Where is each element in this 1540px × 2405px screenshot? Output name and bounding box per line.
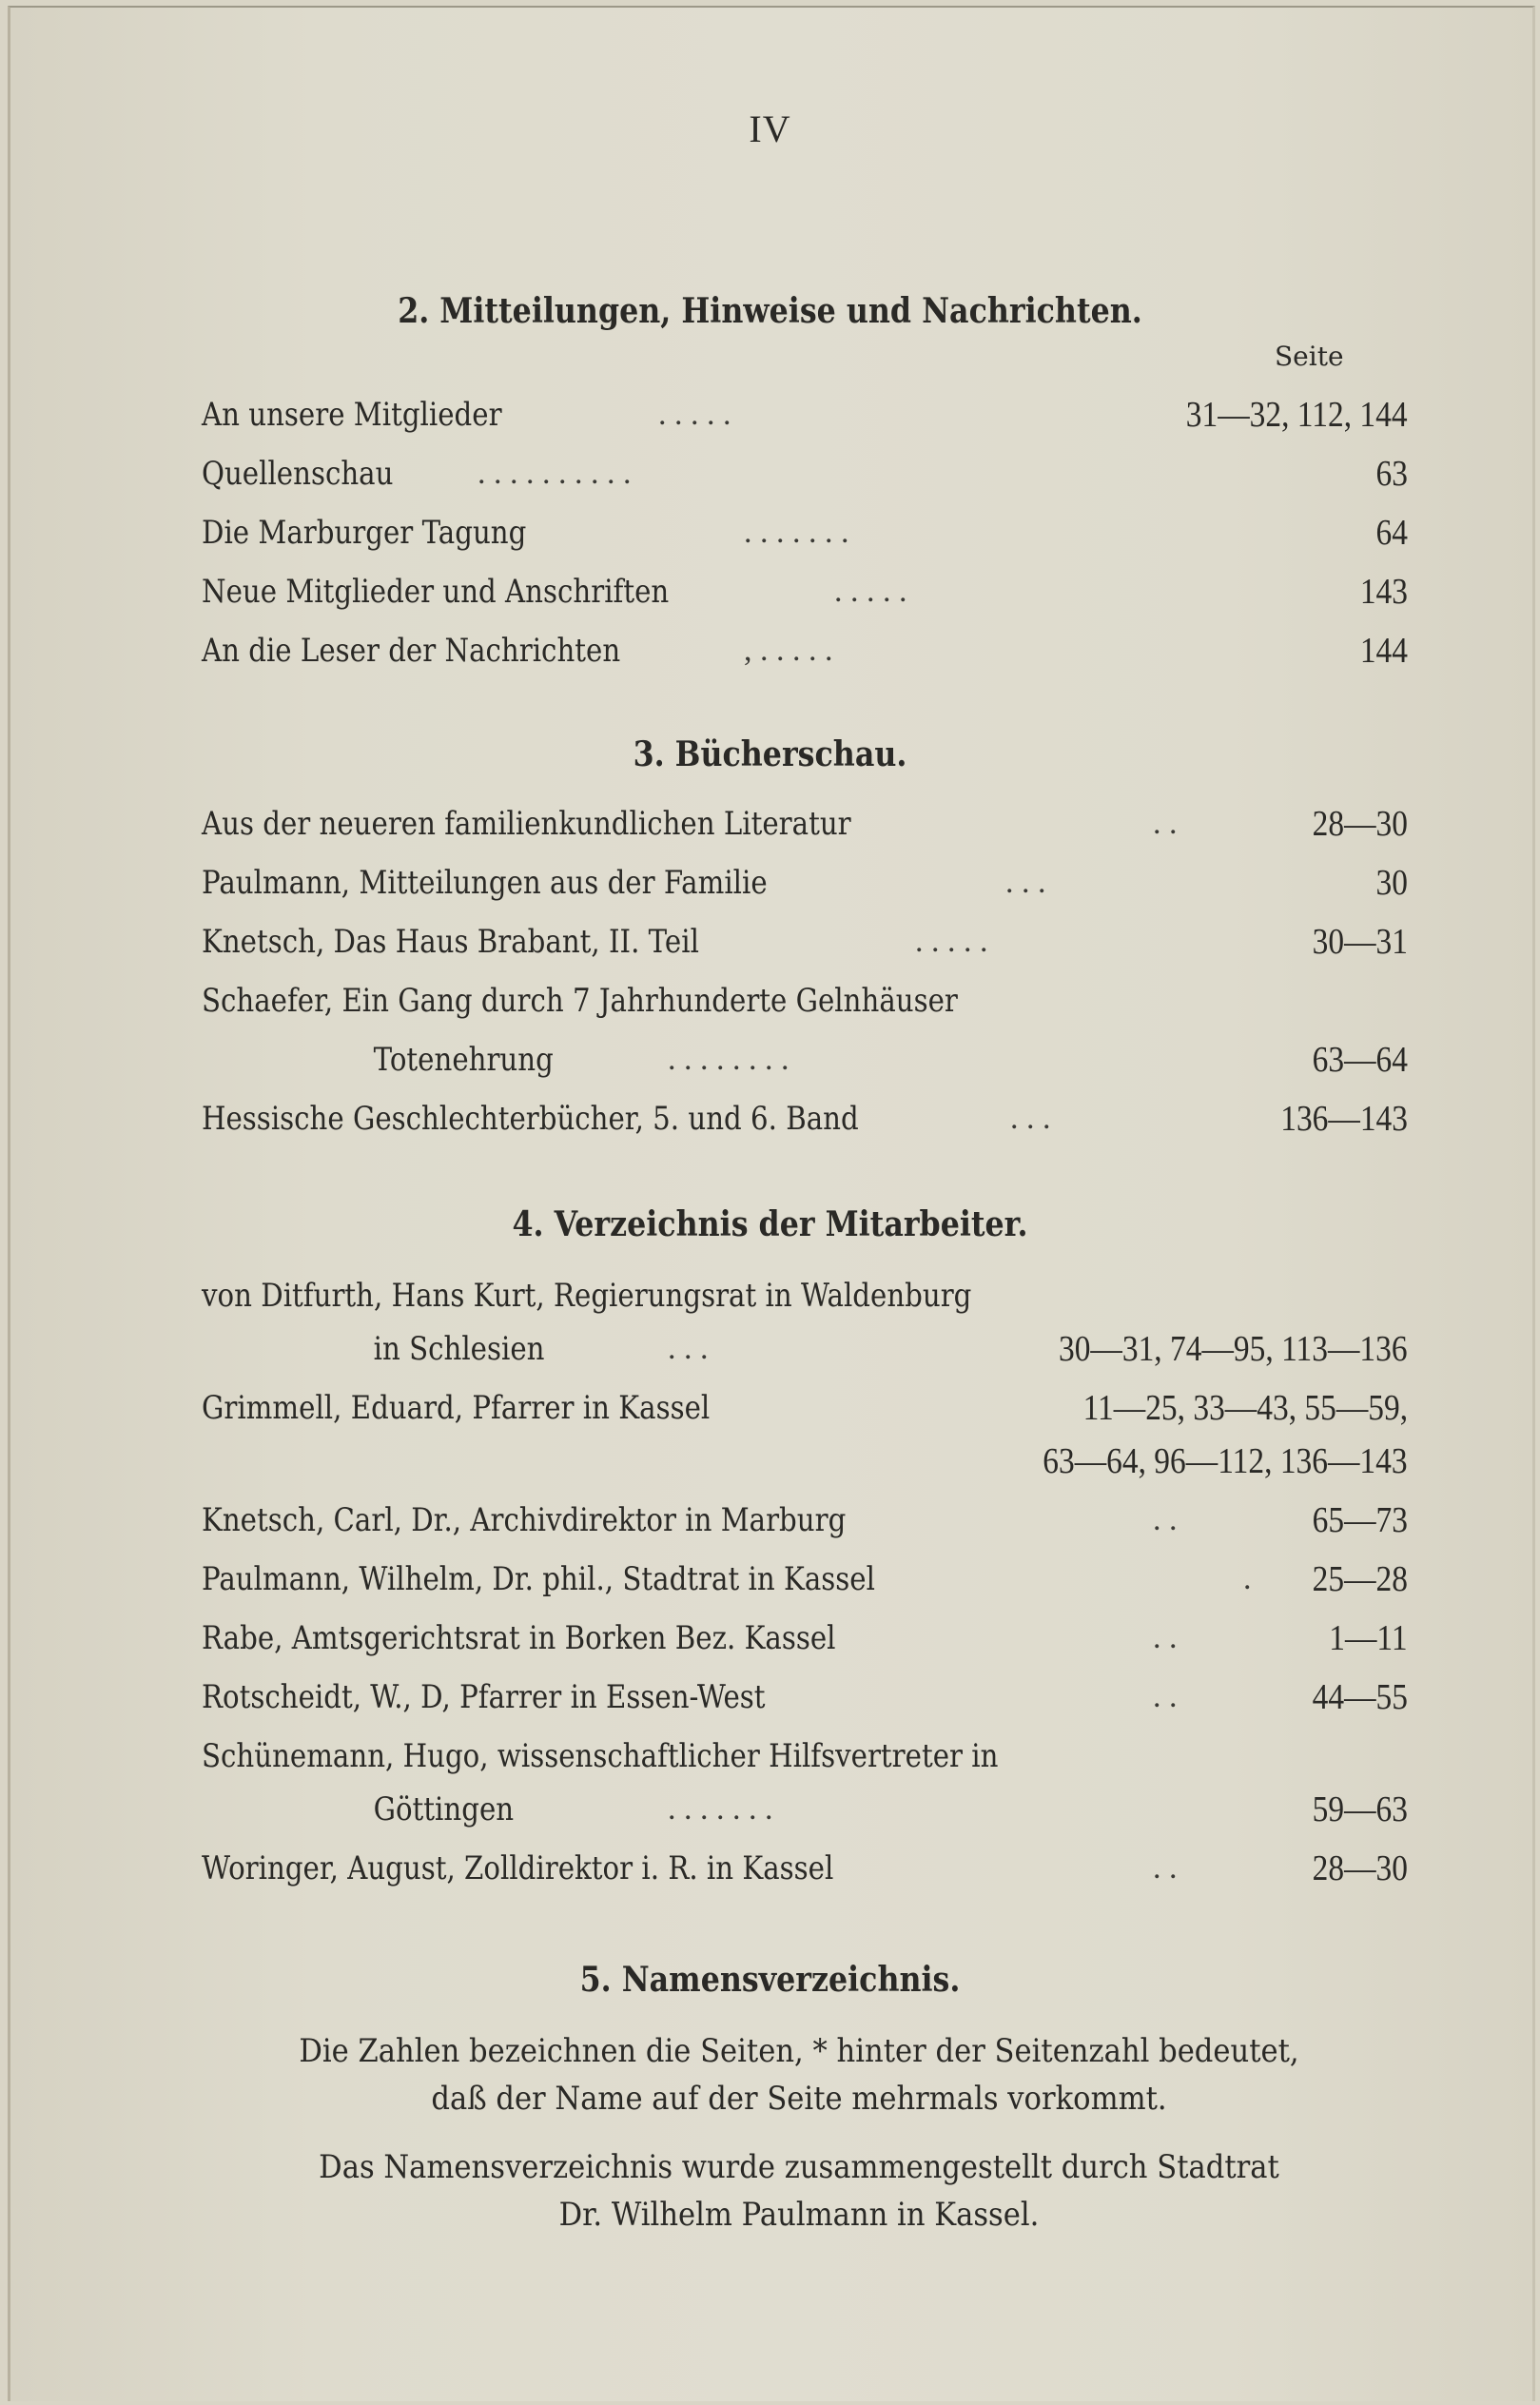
- index-note-line-2: daß der Name auf der Seite mehrmals vorkommt.: [431, 2080, 1167, 2118]
- contributor-name: Göttingen: [373, 1790, 515, 1828]
- contributor-pages: 59—63: [1312, 1789, 1408, 1829]
- contributor-entry[interactable]: [202, 1671, 1408, 1724]
- toc-entry[interactable]: [202, 915, 1408, 968]
- toc-entry[interactable]: [202, 388, 1408, 441]
- toc-entry[interactable]: [202, 974, 1408, 1027]
- contributor-entry-continuation[interactable]: [202, 1435, 1408, 1488]
- toc-entry[interactable]: [202, 1092, 1408, 1145]
- contributor-entry[interactable]: [202, 1612, 1408, 1665]
- contributor-pages: 44—55: [1312, 1677, 1408, 1717]
- page-column-label: Seite: [1275, 341, 1344, 372]
- section-3-heading: 3. Bücherschau.: [633, 734, 907, 774]
- contributor-name: Knetsch, Carl, Dr., Archivdirektor in Marburg: [202, 1501, 847, 1539]
- contributor-entry[interactable]: [202, 1730, 1408, 1783]
- toc-entry[interactable]: [202, 856, 1408, 909]
- toc-entry[interactable]: [202, 447, 1408, 500]
- dot-leaders: . . . . .: [915, 924, 988, 959]
- contributor-pages: 65—73: [1312, 1500, 1408, 1540]
- entry-pages: 28—30: [1312, 804, 1408, 844]
- contributor-pages: 63—64, 96—112, 136—143: [1043, 1441, 1408, 1481]
- dot-leaders: . . . . . . .: [744, 515, 849, 550]
- entry-title: Totenehrung: [373, 1041, 554, 1079]
- entry-pages: 30—31: [1312, 922, 1408, 962]
- page-number: IV: [749, 108, 791, 150]
- dot-leaders: . . . . .: [834, 574, 907, 609]
- dot-leaders: . .: [1153, 1502, 1178, 1537]
- entry-title: An die Leser der Nachrichten: [202, 632, 621, 670]
- dot-leaders: . . . . . . .: [668, 1791, 773, 1827]
- contributor-entry[interactable]: [202, 1494, 1408, 1547]
- contributor-entry-continuation[interactable]: [202, 1322, 1408, 1376]
- contributor-entry[interactable]: [202, 1381, 1408, 1435]
- toc-entry[interactable]: [202, 565, 1408, 618]
- entry-title: An unsere Mitglieder: [202, 396, 502, 434]
- contributor-pages: 25—28: [1312, 1559, 1408, 1599]
- contributor-pages: 1—11: [1329, 1618, 1408, 1658]
- contributor-name: Paulmann, Wilhelm, Dr. phil., Stadtrat in Kassel: [202, 1560, 875, 1598]
- contributor-pages: 30—31, 74—95, 113—136: [1059, 1329, 1408, 1369]
- dot-leaders: . .: [1153, 1850, 1178, 1886]
- index-note-line-1: Die Zahlen bezeichnen die Seiten, * hinter der Seitenzahl bedeutet,: [299, 2032, 1299, 2070]
- section-2-heading: 2. Mitteilungen, Hinweise und Nachrichten.: [398, 291, 1142, 331]
- contributor-pages: 11—25, 33—43, 55—59,: [1082, 1388, 1408, 1428]
- contributor-name: Schünemann, Hugo, wissenschaftlicher Hilfsvertreter in: [202, 1737, 999, 1775]
- entry-title: Schaefer, Ein Gang durch 7 Jahrhunderte Gelnhäuser: [202, 982, 958, 1020]
- toc-entry[interactable]: [202, 506, 1408, 559]
- dot-leaders: . . .: [1010, 1101, 1051, 1136]
- contributor-entry-continuation[interactable]: [202, 1783, 1408, 1836]
- entry-pages: 144: [1359, 631, 1408, 671]
- toc-entry[interactable]: [202, 624, 1408, 677]
- toc-entry[interactable]: [202, 797, 1408, 851]
- contributor-entry[interactable]: [202, 1842, 1408, 1895]
- dot-leaders: . . .: [1005, 865, 1046, 900]
- dot-leaders: . . .: [668, 1331, 709, 1366]
- contributor-name: in Schlesien: [373, 1330, 545, 1368]
- entry-title: Quellenschau: [202, 455, 394, 493]
- entry-title: Neue Mitglieder und Anschriften: [202, 573, 670, 611]
- entry-pages: 63: [1375, 454, 1408, 494]
- section-5-heading: 5. Namensverzeichnis.: [579, 1960, 961, 2000]
- contributor-name: Rotscheidt, W., D, Pfarrer in Essen-West: [202, 1678, 766, 1716]
- dot-leaders: . .: [1153, 1679, 1178, 1714]
- entry-pages: 63—64: [1312, 1040, 1408, 1080]
- entry-title: Knetsch, Das Haus Brabant, II. Teil: [202, 923, 699, 961]
- contributor-entry[interactable]: [202, 1269, 1408, 1322]
- contributor-name: von Ditfurth, Hans Kurt, Regierungsrat in Waldenburg: [202, 1277, 972, 1315]
- dot-leaders: , . . . . .: [744, 633, 833, 668]
- section-4-heading: 4. Verzeichnis der Mitarbeiter.: [512, 1204, 1028, 1244]
- index-credit-line-2: Dr. Wilhelm Paulmann in Kassel.: [558, 2196, 1040, 2234]
- entry-title: Hessische Geschlechterbücher, 5. und 6. Band: [202, 1100, 859, 1138]
- entry-title: Aus der neueren familienkundlichen Literatur: [202, 805, 851, 843]
- entry-pages: 64: [1375, 513, 1408, 553]
- dot-leaders: . . . . . . . . . .: [478, 456, 632, 491]
- entry-pages: 30: [1375, 863, 1408, 903]
- entry-pages: 143: [1359, 572, 1408, 612]
- contributor-entry[interactable]: [202, 1553, 1408, 1606]
- dot-leaders: . .: [1153, 1620, 1178, 1655]
- contributor-pages: 28—30: [1312, 1848, 1408, 1888]
- entry-pages: 136—143: [1280, 1099, 1408, 1139]
- dot-leaders: . . . . . . . .: [668, 1042, 789, 1077]
- dot-leaders: .: [1243, 1561, 1252, 1596]
- entry-title: Die Marburger Tagung: [202, 514, 527, 552]
- contributor-name: Woringer, August, Zolldirektor i. R. in Kassel: [202, 1849, 834, 1887]
- toc-entry-continuation[interactable]: [202, 1033, 1408, 1086]
- entry-pages: 31—32, 112, 144: [1186, 395, 1408, 435]
- dot-leaders: . . . . .: [658, 397, 731, 432]
- dot-leaders: . .: [1153, 806, 1178, 841]
- index-credit-line-1: Das Namensverzeichnis wurde zusammengestellt durch Stadtrat: [319, 2148, 1279, 2186]
- entry-title: Paulmann, Mitteilungen aus der Familie: [202, 864, 768, 902]
- contributor-name: Rabe, Amtsgerichtsrat in Borken Bez. Kassel: [202, 1619, 836, 1657]
- contributor-name: Grimmell, Eduard, Pfarrer in Kassel: [202, 1389, 711, 1427]
